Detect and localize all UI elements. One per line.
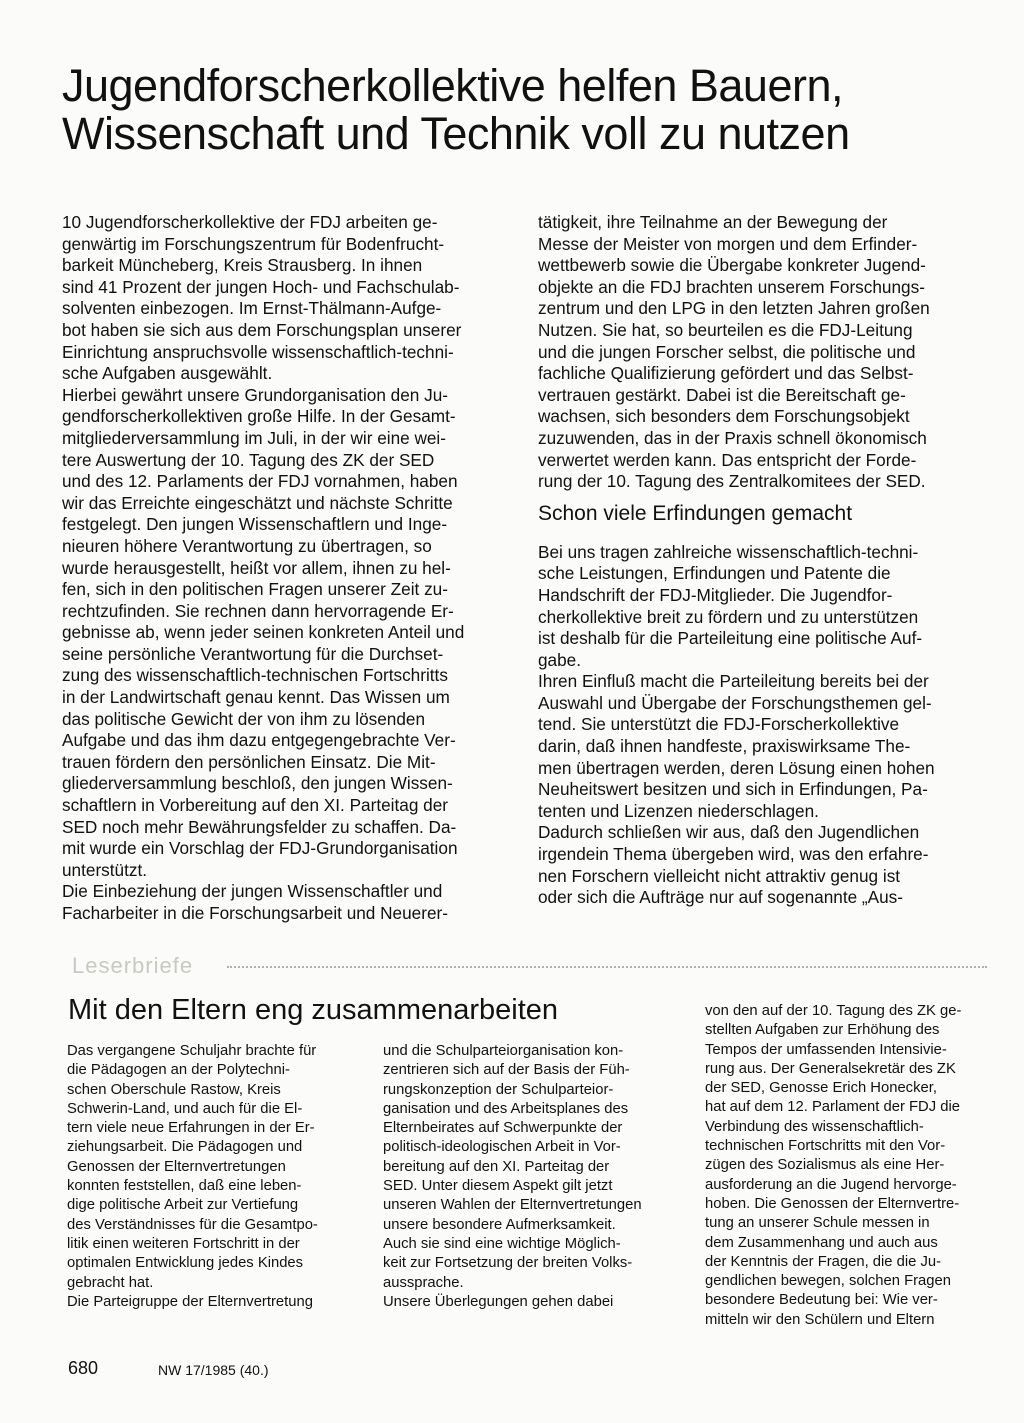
letter-column-1 bbox=[67, 1042, 355, 1312]
article-subheading: Schon viele Erfindungen gemacht bbox=[538, 501, 853, 525]
article-paragraph: Die Einbeziehung der jungen Wissenschaftler und Facharbeiter in die Forschungsarbeit und Neuerer- bbox=[62, 881, 448, 923]
page-number: 680 bbox=[68, 1358, 99, 1378]
letter-paragraph: Unsere Überlegungen gehen dabei bbox=[383, 1293, 614, 1310]
article-title bbox=[62, 62, 962, 158]
article-column-2 bbox=[538, 212, 984, 909]
article-paragraph: tätigkeit, ihre Teilnahme an der Bewegung der Messe der Meister von morgen und dem Erfinder- wettbewerb sowie die Übergabe konkreter Jugend- objekte an die FDJ brachten unserem Forschungs- zentrum und den LPG in den letzten Jahren großen Nutzen. Sie hat, so beurteilen es die FDJ-Leitung und die jungen Forscher selbst, die politische und fachliche Qualifizierung gefördert und das Selbst- vertrauen gestärkt. Dabei ist die Bereitschaft ge- wachsen, sich besonders dem Forschungsobjekt zuzuwenden, das in der Praxis schnell ökonomisch verwertet werden kann. Das entspricht der Forde- rung der 10. Tagung des Zentralkomitees der SED. bbox=[538, 212, 930, 492]
letter-column-2 bbox=[383, 1042, 668, 1312]
article-paragraph: 10 Jugendforscherkollektive der FDJ arbeiten ge- genwärtig im Forschungszentrum für Bodenfrucht- barkeit Müncheberg, Kreis Strausberg. In ihnen sind 41 Prozent der jungen Hoch- und Fachschulab- solventen einbezogen. Im Ernst-Thälmann-Aufge- bot haben sie sich aus dem Forschungsplan unserer Einrichtung anspruchsvolle wissenschaftlich-techni- sche Aufgaben ausgewählt. bbox=[62, 212, 462, 384]
article-paragraph: Ihren Einfluß macht die Parteileitung bereits bei der Auswahl und Übergabe der Forschungsthemen gel- tend. Sie unterstützt die FDJ-Forscherkollektive darin, daß ihnen handfeste, praxiswirksame The- men übertragen werden, deren Lösung einen hohen Neuheitswert besitzen und sich in Erfindungen, Pa- tenten und Lizenzen niederschlagen. bbox=[538, 671, 935, 821]
article-paragraph: Bei uns tragen zahlreiche wissenschaftlich-techni- sche Leistungen, Erfindungen und Patente die Handschrift der FDJ-Mitglieder. Die Jugendfor- cherkollektive breit zu fördern und zu unterstützen ist deshalb für die Parteileitung eine politische Auf- gabe. bbox=[538, 541, 923, 670]
issue-reference: NW 17/1985 (40.) bbox=[158, 1362, 269, 1378]
article-title-line-2: Wissenschaft und Technik voll zu nutzen bbox=[62, 108, 850, 159]
letter-paragraph: und die Schulparteiorganisation kon- zentrieren sich auf der Basis der Füh- rungskonzeption der Schulparteior- ganisation und des Arbeitsplanes des Elternbeirates auf Schwerpunkte der politisch-ideologischen Arbeit in Vor- bereitung auf den XI. Parteitag der SED. Unter diesem Aspekt gilt jetzt unseren Wahlen der Elternvertretungen unsere besondere Aufmerksamkeit. Auch sie sind eine wichtige Möglich- keit zur Fortsetzung der breiten Volks- aussprache. bbox=[383, 1043, 642, 1291]
letter-paragraph: Die Parteigruppe der Elternvertretung bbox=[67, 1293, 313, 1310]
article-title-line-1: Jugendforscherkollektive helfen Bauern, bbox=[62, 60, 843, 111]
dotted-divider-line bbox=[227, 966, 987, 968]
letter-column-3 bbox=[705, 1002, 987, 1330]
letter-paragraph: Das vergangene Schuljahr brachte für die Pädagogen an der Polytechni- schen Oberschule Rastow, Kreis Schwerin-Land, und auch für die El- tern viele neue Erfahrungen in der Er- ziehungsarbeit. Die Pädagogen und Genossen der Elternvertretungen konnten feststellen, daß eine leben- dige politische Arbeit zur Vertiefung des Verständnisses für die Gesamtpo- litik einen weiteren Fortschritt in der optimalen Entwicklung jedes Kindes gebracht hat. bbox=[67, 1043, 318, 1291]
letters-section-divider bbox=[72, 955, 987, 977]
article-paragraph: Dadurch schließen wir aus, daß den Jugendlichen irgendein Thema übergeben wird, was den erfahre- nen Forschern vielleicht nicht attraktiv genug ist oder sich die Aufträge nur auf sogenannte „Aus- bbox=[538, 822, 929, 908]
letters-section-label: Leserbriefe bbox=[72, 953, 194, 978]
letter-title: Mit den Eltern eng zusammenarbeiten bbox=[68, 994, 559, 1026]
article-column-1 bbox=[62, 212, 510, 925]
letter-paragraph: von den auf der 10. Tagung des ZK ge- stellten Aufgaben zur Erhöhung des Tempos der umfassenden Intensivie- rung aus. Der Generalsekretär des ZK der SED, Genosse Erich Honecker, hat auf dem 12. Parlament der FDJ die Verbindung des wissenschaftlich- technischen Fortschritts mit den Vor- zügen des Sozialismus als eine Her- ausforderung an die Jugend hervorge- hoben. Die Genossen der Elternvertre- tung an unserer Schule messen in dem Zusammenhang und auch aus der Kenntnis der Fragen, die die Ju- gendlichen bewegen, solchen Fragen besondere Bedeutung bei: Wie ver- mitteln wir den Schülern und Eltern bbox=[705, 1003, 962, 1328]
article-paragraph: Hierbei gewährt unsere Grundorganisation den Ju- gendforscherkollektiven große Hilfe. In der Gesamt- mitgliederversammlung im Juli, in der wir eine wei- tere Auswertung der 10. Tagung des ZK der SED und des 12. Parlaments der FDJ vornahmen, haben wir das Erreichte eingeschätzt und nächste Schritte festgelegt. Den jungen Wissenschaftlern und Inge- nieuren höhere Verantwortung zu übertragen, so wurde herausgestellt, heißt vor allem, ihnen zu hel- fen, sich in den politischen Fragen unserer Zeit zu- rechtzufinden. Sie rechnen dann hervorragende Er- gebnisse ab, wenn jeder seinen konkreten Anteil und seine persönliche Verantwortung für die Durchset- zung des wissenschaftlich-technischen Fortschritts in der Landwirtschaft genau kennt. Das Wissen um das politische Gewicht der von ihm zu lösenden Aufgabe und das ihm dazu entgegengebrachte Ver- trauen fördern den persönlichen Einsatz. Die Mit- gliederversammlung beschloß, den jungen Wissen- schaftlern in Vorbereitung auf den XI. Parteitag der SED noch mehr Bewährungsfelder zu schaffen. Da- mit wurde ein Vorschlag der FDJ-Grundorganisation unterstützt. bbox=[62, 384, 465, 880]
